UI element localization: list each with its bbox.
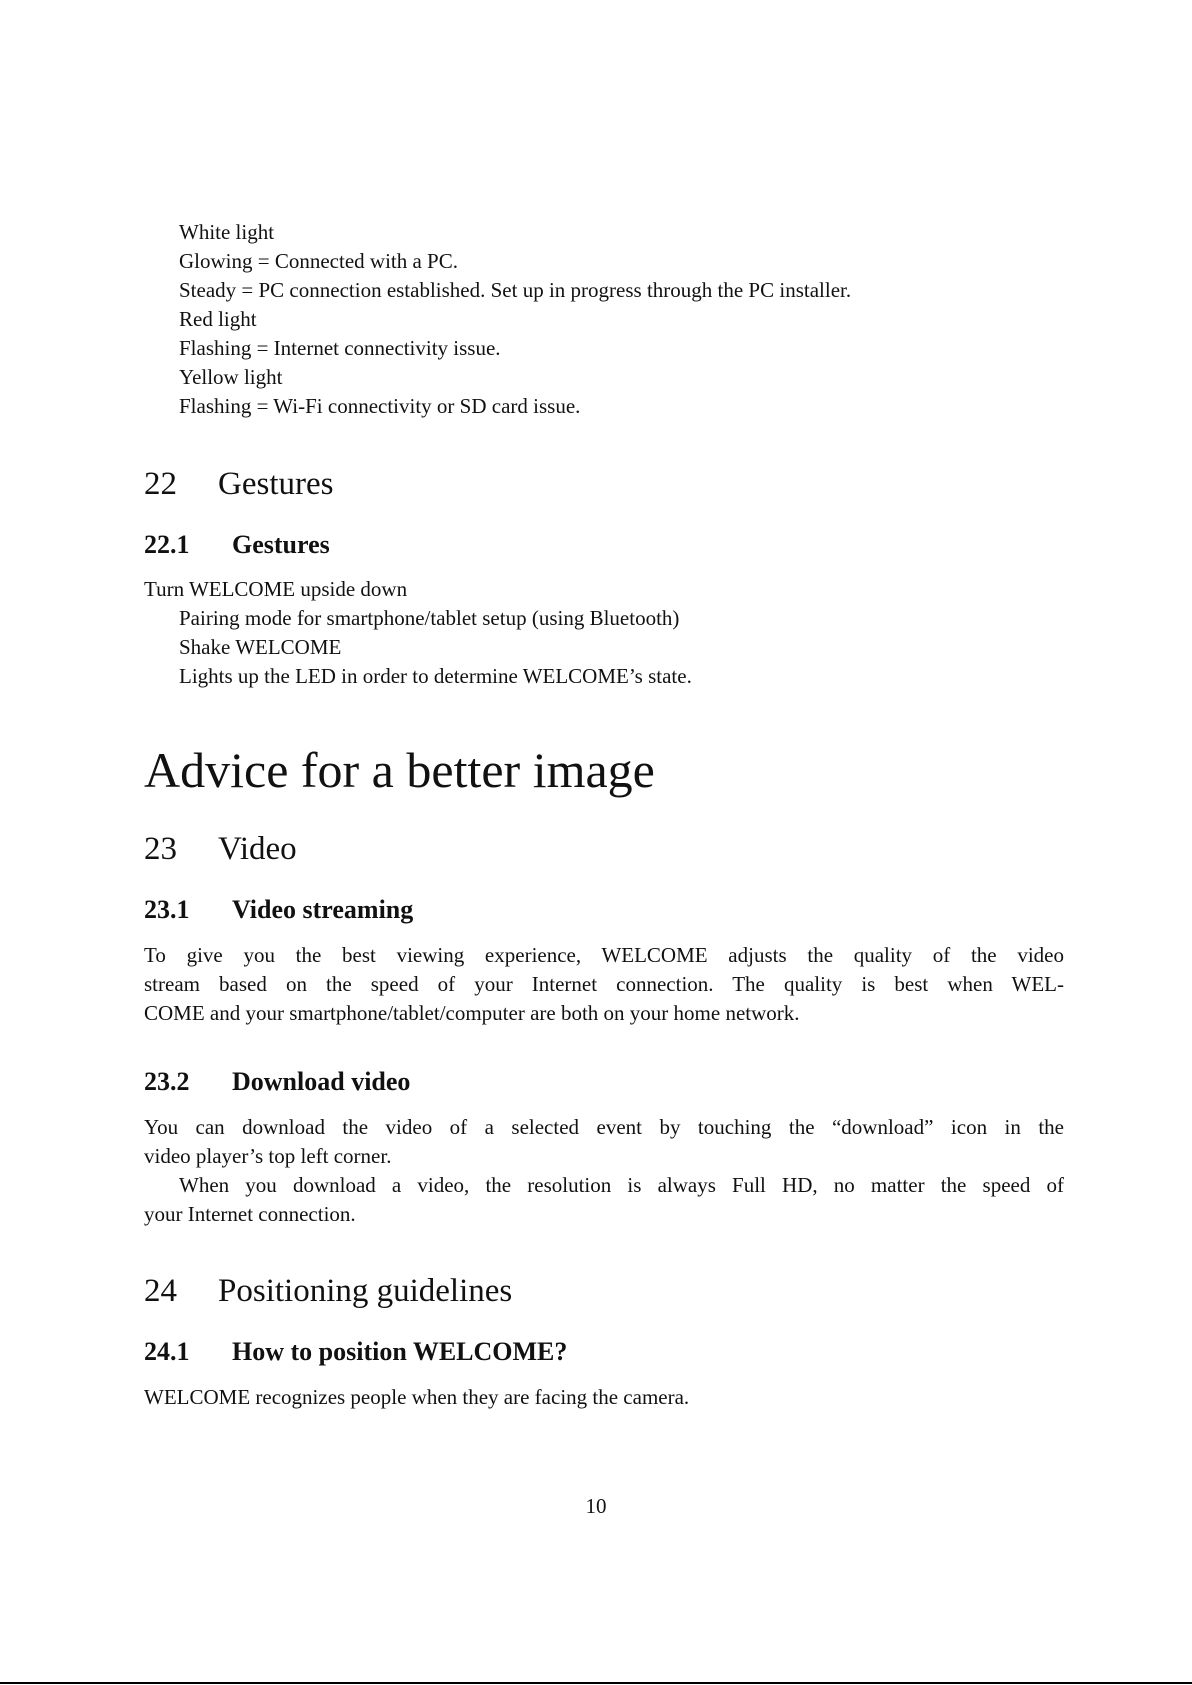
section-23-heading (144, 829, 297, 869)
bottom-border (0, 1682, 1192, 1684)
led-red-heading: Red light (179, 307, 257, 331)
streaming-paragraph-line: stream based on the speed of your Internet connection. The quality is best when WEL- (144, 972, 1064, 996)
led-white-glowing: Glowing = Connected with a PC. (179, 249, 458, 273)
part-title: Advice for a better image (144, 742, 655, 798)
led-red-flashing: Flashing = Internet connectivity issue. (179, 336, 501, 360)
gesture-shake-desc: Lights up the LED in order to determine WELCOME’s state. (179, 664, 692, 688)
led-white-heading: White light (179, 220, 275, 244)
led-white-steady: Steady = PC connection established. Set up in progress through the PC installer. (179, 278, 852, 302)
subsection-number: 23.2 (144, 1067, 190, 1096)
subsection-24-1-heading (144, 1336, 567, 1368)
download-paragraph-line: your Internet connection. (144, 1202, 356, 1226)
subsection-number: 24.1 (144, 1337, 190, 1366)
download-paragraph-line: video player’s top left corner. (144, 1144, 392, 1168)
positioning-paragraph-line: WELCOME recognizes people when they are facing the camera. (144, 1385, 690, 1409)
page-number: 10 (585, 1494, 607, 1518)
subsection-number: 23.1 (144, 895, 190, 924)
section-title: Positioning guidelines (218, 1273, 513, 1309)
gesture-shake: Shake WELCOME (179, 635, 342, 659)
section-24-heading (144, 1271, 512, 1311)
section-22-heading (144, 464, 333, 504)
download-paragraph-line: When you download a video, the resolution is always Full HD, no matter the speed of (179, 1173, 1064, 1197)
led-yellow-heading: Yellow light (179, 365, 283, 389)
gesture-turn: Turn WELCOME upside down (144, 577, 408, 601)
subsection-number: 22.1 (144, 530, 190, 559)
streaming-paragraph-line: COME and your smartphone/tablet/computer are both on your home network. (144, 1001, 800, 1025)
subsection-title: Gestures (232, 530, 330, 559)
section-title: Gestures (218, 466, 334, 502)
subsection-title: How to position WELCOME? (232, 1337, 568, 1366)
download-paragraph-line: You can download the video of a selected event by touching the “download” icon in the (144, 1115, 1064, 1139)
gesture-turn-desc: Pairing mode for smartphone/tablet setup (using Bluetooth) (179, 606, 680, 630)
section-number: 22 (144, 466, 177, 502)
subsection-22-1-heading (144, 529, 330, 561)
section-number: 24 (144, 1273, 177, 1309)
subsection-title: Download video (232, 1067, 411, 1096)
subsection-23-2-heading (144, 1066, 410, 1098)
section-title: Video (218, 831, 297, 867)
streaming-paragraph-line: To give you the best viewing experience, WELCOME adjusts the quality of the video (144, 943, 1064, 967)
subsection-23-1-heading (144, 894, 413, 926)
section-number: 23 (144, 831, 177, 867)
led-yellow-flashing: Flashing = Wi-Fi connectivity or SD card issue. (179, 394, 581, 418)
subsection-title: Video streaming (232, 895, 414, 924)
